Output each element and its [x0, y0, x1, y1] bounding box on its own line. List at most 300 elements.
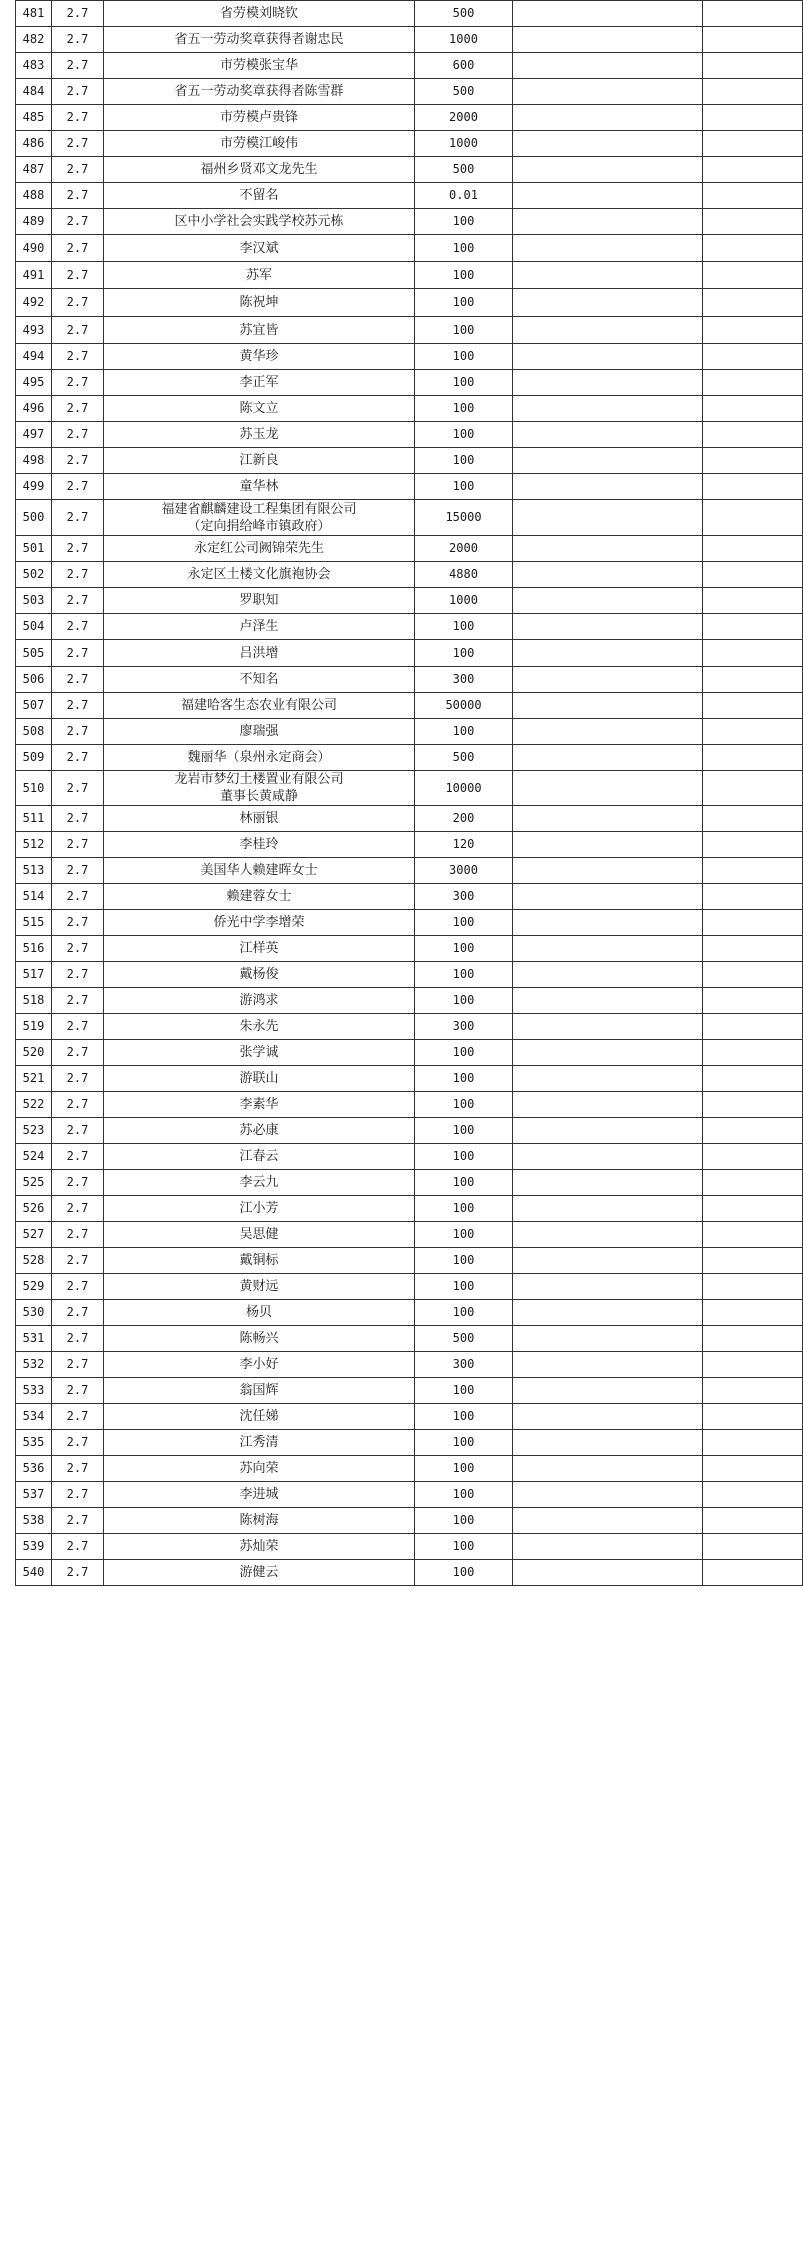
empty-cell: [703, 474, 803, 500]
empty-cell: [513, 1014, 703, 1040]
empty-cell: [513, 1274, 703, 1300]
donor-name-line-2: （定向捐给峰市镇政府）: [187, 518, 331, 534]
serial-number-cell: 509: [16, 745, 52, 771]
empty-cell: [513, 1534, 703, 1560]
empty-cell: [513, 988, 703, 1014]
donor-name-cell: [104, 262, 415, 289]
donor-name-line: 张学诚: [239, 1045, 279, 1060]
empty-cell: [513, 1, 703, 27]
donor-name-cell: [104, 183, 415, 209]
table-row: [16, 1326, 803, 1352]
amount-cell: 100: [415, 1430, 513, 1456]
donor-name-cell: [104, 500, 415, 536]
donor-name-line: 游鸿求: [239, 993, 279, 1008]
amount-cell: 500: [415, 1, 513, 27]
donor-name-line: 市劳模张宝华: [219, 58, 298, 73]
amount-cell: 100: [415, 614, 513, 640]
amount-cell: 100: [415, 719, 513, 745]
empty-cell: [703, 1482, 803, 1508]
donor-name-line: 沈任娣: [239, 1409, 279, 1424]
table-row: [16, 1196, 803, 1222]
donor-name-cell: [104, 53, 415, 79]
empty-cell: [703, 536, 803, 562]
date-cell: 2.7: [52, 588, 104, 614]
date-cell: 2.7: [52, 1274, 104, 1300]
amount-cell: 100: [415, 1040, 513, 1066]
empty-cell: [703, 1378, 803, 1404]
table-row: [16, 183, 803, 209]
date-cell: 2.7: [52, 614, 104, 640]
empty-cell: [703, 422, 803, 448]
serial-number-cell: 511: [16, 806, 52, 832]
table-row: [16, 209, 803, 235]
serial-number-cell: 535: [16, 1430, 52, 1456]
amount-cell: 2000: [415, 536, 513, 562]
date-cell: 2.7: [52, 317, 104, 344]
empty-cell: [703, 1300, 803, 1326]
empty-cell: [703, 1534, 803, 1560]
donor-name-line: 侨光中学李增荣: [213, 915, 305, 930]
amount-cell: 100: [415, 1274, 513, 1300]
donor-name-line: 苏宜皆: [239, 322, 279, 338]
donor-name-cell: [104, 988, 415, 1014]
empty-cell: [703, 1040, 803, 1066]
date-cell: 2.7: [52, 289, 104, 317]
donor-name-cell: [104, 1326, 415, 1352]
empty-cell: [703, 235, 803, 262]
date-cell: 2.7: [52, 832, 104, 858]
empty-cell: [703, 1014, 803, 1040]
serial-number-cell: 530: [16, 1300, 52, 1326]
empty-cell: [513, 771, 703, 806]
empty-cell: [703, 1352, 803, 1378]
date-cell: 2.7: [52, 1560, 104, 1586]
date-cell: 2.7: [52, 806, 104, 832]
table-row: [16, 131, 803, 157]
table-row: [16, 1404, 803, 1430]
serial-number-cell: 481: [16, 1, 52, 27]
empty-cell: [513, 640, 703, 667]
empty-cell: [513, 27, 703, 53]
donor-name-line: 李桂玲: [239, 837, 279, 852]
serial-number-cell: 514: [16, 884, 52, 910]
donor-name-cell: [104, 562, 415, 588]
date-cell: 2.7: [52, 1, 104, 27]
donor-name-line: 翁国辉: [239, 1383, 279, 1398]
donor-name-line: 区中小学社会实践学校苏元栋: [174, 214, 344, 229]
donor-name-line: 李云九: [239, 1175, 279, 1190]
empty-cell: [513, 105, 703, 131]
amount-cell: 100: [415, 988, 513, 1014]
amount-cell: 100: [415, 1170, 513, 1196]
serial-number-cell: 499: [16, 474, 52, 500]
date-cell: 2.7: [52, 719, 104, 745]
date-cell: 2.7: [52, 936, 104, 962]
amount-cell: 100: [415, 1378, 513, 1404]
donor-name-cell: [104, 344, 415, 370]
serial-number-cell: 537: [16, 1482, 52, 1508]
empty-cell: [703, 27, 803, 53]
donor-name-cell: [104, 1170, 415, 1196]
table-row: [16, 1508, 803, 1534]
date-cell: 2.7: [52, 858, 104, 884]
date-cell: 2.7: [52, 344, 104, 370]
date-cell: 2.7: [52, 1404, 104, 1430]
donor-name-line: 廖瑞强: [239, 724, 279, 739]
serial-number-cell: 500: [16, 500, 52, 536]
donor-name-line: 福建省麒麟建设工程集团有限公司: [161, 501, 357, 517]
empty-cell: [703, 1092, 803, 1118]
empty-cell: [513, 79, 703, 105]
empty-cell: [513, 344, 703, 370]
donor-name-line: 黄财远: [239, 1279, 279, 1294]
empty-cell: [703, 370, 803, 396]
empty-cell: [513, 131, 703, 157]
amount-cell: 1000: [415, 588, 513, 614]
date-cell: 2.7: [52, 448, 104, 474]
table-row: [16, 157, 803, 183]
donor-name-cell: [104, 536, 415, 562]
donor-name-cell: [104, 448, 415, 474]
amount-cell: 100: [415, 1534, 513, 1560]
donor-name-cell: [104, 396, 415, 422]
donor-name-cell: [104, 27, 415, 53]
donor-name-cell: [104, 1430, 415, 1456]
table-row: [16, 1222, 803, 1248]
amount-cell: 500: [415, 157, 513, 183]
serial-number-cell: 519: [16, 1014, 52, 1040]
table-row: [16, 1092, 803, 1118]
empty-cell: [513, 936, 703, 962]
donor-name-line: 游健云: [239, 1565, 279, 1580]
serial-number-cell: 518: [16, 988, 52, 1014]
serial-number-cell: 517: [16, 962, 52, 988]
serial-number-cell: 495: [16, 370, 52, 396]
amount-cell: 1000: [415, 27, 513, 53]
table-row: [16, 745, 803, 771]
donor-name-cell: [104, 614, 415, 640]
amount-cell: 100: [415, 1508, 513, 1534]
empty-cell: [703, 344, 803, 370]
amount-cell: 300: [415, 1014, 513, 1040]
empty-cell: [513, 289, 703, 317]
empty-cell: [513, 1404, 703, 1430]
empty-cell: [703, 640, 803, 667]
amount-cell: 2000: [415, 105, 513, 131]
donor-name-cell: [104, 1352, 415, 1378]
empty-cell: [703, 588, 803, 614]
date-cell: 2.7: [52, 667, 104, 693]
empty-cell: [513, 1222, 703, 1248]
empty-cell: [513, 1144, 703, 1170]
date-cell: 2.7: [52, 157, 104, 183]
serial-number-cell: 482: [16, 27, 52, 53]
donor-name-line: 李进城: [239, 1487, 279, 1502]
donor-name-line: 戴铜标: [239, 1253, 279, 1268]
amount-cell: 100: [415, 235, 513, 262]
donor-name-cell: [104, 1092, 415, 1118]
donor-name-line: 苏灿荣: [239, 1539, 279, 1554]
amount-cell: 200: [415, 806, 513, 832]
donor-name-cell: [104, 79, 415, 105]
empty-cell: [703, 693, 803, 719]
empty-cell: [703, 448, 803, 474]
amount-cell: 100: [415, 317, 513, 344]
donor-name-cell: [104, 693, 415, 719]
donor-name-line: 戴杨俊: [239, 967, 279, 982]
empty-cell: [703, 1170, 803, 1196]
serial-number-cell: 533: [16, 1378, 52, 1404]
table-row: [16, 1274, 803, 1300]
empty-cell: [513, 536, 703, 562]
amount-cell: 100: [415, 344, 513, 370]
serial-number-cell: 522: [16, 1092, 52, 1118]
serial-number-cell: 540: [16, 1560, 52, 1586]
empty-cell: [513, 1508, 703, 1534]
date-cell: 2.7: [52, 183, 104, 209]
date-cell: 2.7: [52, 1326, 104, 1352]
table-row: [16, 79, 803, 105]
serial-number-cell: 506: [16, 667, 52, 693]
donor-name-line: 陈文立: [239, 401, 279, 416]
empty-cell: [513, 235, 703, 262]
donor-name-cell: [104, 832, 415, 858]
table-row: [16, 858, 803, 884]
empty-cell: [513, 910, 703, 936]
amount-cell: 100: [415, 262, 513, 289]
table-row: [16, 396, 803, 422]
amount-cell: 100: [415, 448, 513, 474]
empty-cell: [703, 79, 803, 105]
empty-cell: [513, 157, 703, 183]
donor-name-line: 卢泽生: [239, 619, 279, 634]
empty-cell: [513, 1560, 703, 1586]
table-row: [16, 1300, 803, 1326]
amount-cell: 100: [415, 474, 513, 500]
empty-cell: [513, 1092, 703, 1118]
donor-name-cell: [104, 317, 415, 344]
empty-cell: [513, 962, 703, 988]
serial-number-cell: 484: [16, 79, 52, 105]
donor-name-line: 魏丽华（泉州永定商会）: [187, 750, 331, 765]
donor-name-line: 福州乡贤邓文龙先生: [200, 162, 318, 177]
amount-cell: 4880: [415, 562, 513, 588]
donor-name-cell: [104, 1, 415, 27]
date-cell: 2.7: [52, 771, 104, 806]
donor-name-cell: [104, 289, 415, 317]
date-cell: 2.7: [52, 1222, 104, 1248]
date-cell: 2.7: [52, 562, 104, 588]
donor-name-line: 美国华人赖建晖女士: [200, 863, 318, 878]
serial-number-cell: 505: [16, 640, 52, 667]
donor-name-line: 赖建蓉女士: [226, 889, 292, 904]
empty-cell: [513, 474, 703, 500]
amount-cell: 100: [415, 1300, 513, 1326]
date-cell: 2.7: [52, 1456, 104, 1482]
table-row: [16, 806, 803, 832]
donor-name-line: 陈祝坤: [239, 295, 279, 310]
donor-name-cell: [104, 771, 415, 806]
empty-cell: [513, 53, 703, 79]
donation-table: [15, 0, 803, 1586]
empty-cell: [513, 262, 703, 289]
date-cell: 2.7: [52, 988, 104, 1014]
donor-name-line: 永定区土楼文化旗袍协会: [187, 567, 331, 582]
empty-cell: [703, 157, 803, 183]
date-cell: 2.7: [52, 1170, 104, 1196]
date-cell: 2.7: [52, 1352, 104, 1378]
serial-number-cell: 538: [16, 1508, 52, 1534]
donor-name-cell: [104, 936, 415, 962]
serial-number-cell: 496: [16, 396, 52, 422]
donor-name-cell: [104, 1456, 415, 1482]
empty-cell: [703, 910, 803, 936]
date-cell: 2.7: [52, 693, 104, 719]
donor-name-cell: [104, 962, 415, 988]
empty-cell: [513, 693, 703, 719]
empty-cell: [703, 936, 803, 962]
empty-cell: [703, 396, 803, 422]
empty-cell: [703, 1248, 803, 1274]
table-row: [16, 1456, 803, 1482]
table-row: [16, 53, 803, 79]
donor-name-cell: [104, 157, 415, 183]
empty-cell: [703, 858, 803, 884]
empty-cell: [703, 1196, 803, 1222]
date-cell: 2.7: [52, 1482, 104, 1508]
table-row: [16, 1352, 803, 1378]
serial-number-cell: 483: [16, 53, 52, 79]
donor-name-cell: [104, 1300, 415, 1326]
donor-name-cell: [104, 640, 415, 667]
empty-cell: [703, 884, 803, 910]
date-cell: 2.7: [52, 1092, 104, 1118]
empty-cell: [513, 745, 703, 771]
empty-cell: [703, 832, 803, 858]
empty-cell: [513, 719, 703, 745]
table-row: [16, 1482, 803, 1508]
donor-name-line: 黄华珍: [239, 349, 279, 364]
donor-name-line: 陈树海: [239, 1513, 279, 1528]
empty-cell: [703, 262, 803, 289]
table-row: [16, 344, 803, 370]
donor-name-cell: [104, 209, 415, 235]
empty-cell: [513, 1040, 703, 1066]
table-row: [16, 262, 803, 289]
empty-cell: [513, 858, 703, 884]
donor-name-cell: [104, 1508, 415, 1534]
serial-number-cell: 515: [16, 910, 52, 936]
date-cell: 2.7: [52, 1300, 104, 1326]
donor-name-line: 吕洪增: [239, 645, 279, 661]
donor-name-cell: [104, 1144, 415, 1170]
serial-number-cell: 501: [16, 536, 52, 562]
amount-cell: 100: [415, 1118, 513, 1144]
amount-cell: 100: [415, 370, 513, 396]
date-cell: 2.7: [52, 27, 104, 53]
serial-number-cell: 508: [16, 719, 52, 745]
donor-name-cell: [104, 1560, 415, 1586]
date-cell: 2.7: [52, 396, 104, 422]
empty-cell: [703, 317, 803, 344]
amount-cell: 100: [415, 289, 513, 317]
serial-number-cell: 488: [16, 183, 52, 209]
date-cell: 2.7: [52, 500, 104, 536]
date-cell: 2.7: [52, 79, 104, 105]
date-cell: 2.7: [52, 262, 104, 289]
donor-name-line: 不知名: [239, 672, 279, 687]
date-cell: 2.7: [52, 235, 104, 262]
empty-cell: [513, 1300, 703, 1326]
donor-name-line: 福建哈客生态农业有限公司: [180, 698, 337, 713]
table-row: [16, 832, 803, 858]
donor-name-cell: [104, 1534, 415, 1560]
empty-cell: [703, 1274, 803, 1300]
empty-cell: [703, 1560, 803, 1586]
donor-name-line: 苏必康: [239, 1123, 279, 1138]
table-row: [16, 884, 803, 910]
donor-name-cell: [104, 1066, 415, 1092]
donor-name-line: 李素华: [239, 1097, 279, 1112]
donor-name-cell: [104, 1040, 415, 1066]
donor-name-cell: [104, 235, 415, 262]
amount-cell: 15000: [415, 500, 513, 536]
donor-name-line: 陈畅兴: [239, 1331, 279, 1346]
empty-cell: [513, 396, 703, 422]
empty-cell: [703, 562, 803, 588]
donor-name-cell: [104, 105, 415, 131]
donor-name-cell: [104, 1248, 415, 1274]
date-cell: 2.7: [52, 422, 104, 448]
donation-table-body: [16, 1, 803, 1586]
amount-cell: 100: [415, 910, 513, 936]
table-row: [16, 693, 803, 719]
table-row: [16, 640, 803, 667]
amount-cell: 100: [415, 962, 513, 988]
empty-cell: [513, 500, 703, 536]
serial-number-cell: 513: [16, 858, 52, 884]
serial-number-cell: 534: [16, 1404, 52, 1430]
donor-name-cell: [104, 370, 415, 396]
amount-cell: 3000: [415, 858, 513, 884]
empty-cell: [513, 588, 703, 614]
serial-number-cell: 525: [16, 1170, 52, 1196]
amount-cell: 50000: [415, 693, 513, 719]
donor-name-line: 罗职知: [239, 593, 279, 608]
empty-cell: [513, 370, 703, 396]
empty-cell: [703, 1222, 803, 1248]
empty-cell: [513, 614, 703, 640]
donor-name-line: 龙岩市梦幻土楼置业有限公司: [174, 772, 344, 787]
empty-cell: [703, 131, 803, 157]
donor-name-line: 吴思健: [239, 1227, 279, 1242]
donor-name-line: 林丽银: [239, 811, 279, 826]
amount-cell: 500: [415, 79, 513, 105]
amount-cell: 600: [415, 53, 513, 79]
date-cell: 2.7: [52, 1430, 104, 1456]
empty-cell: [513, 1118, 703, 1144]
table-row: [16, 235, 803, 262]
serial-number-cell: 490: [16, 235, 52, 262]
table-row: [16, 370, 803, 396]
table-row: [16, 1, 803, 27]
empty-cell: [703, 1066, 803, 1092]
serial-number-cell: 539: [16, 1534, 52, 1560]
empty-cell: [513, 1170, 703, 1196]
amount-cell: 100: [415, 1144, 513, 1170]
serial-number-cell: 503: [16, 588, 52, 614]
amount-cell: 100: [415, 1092, 513, 1118]
